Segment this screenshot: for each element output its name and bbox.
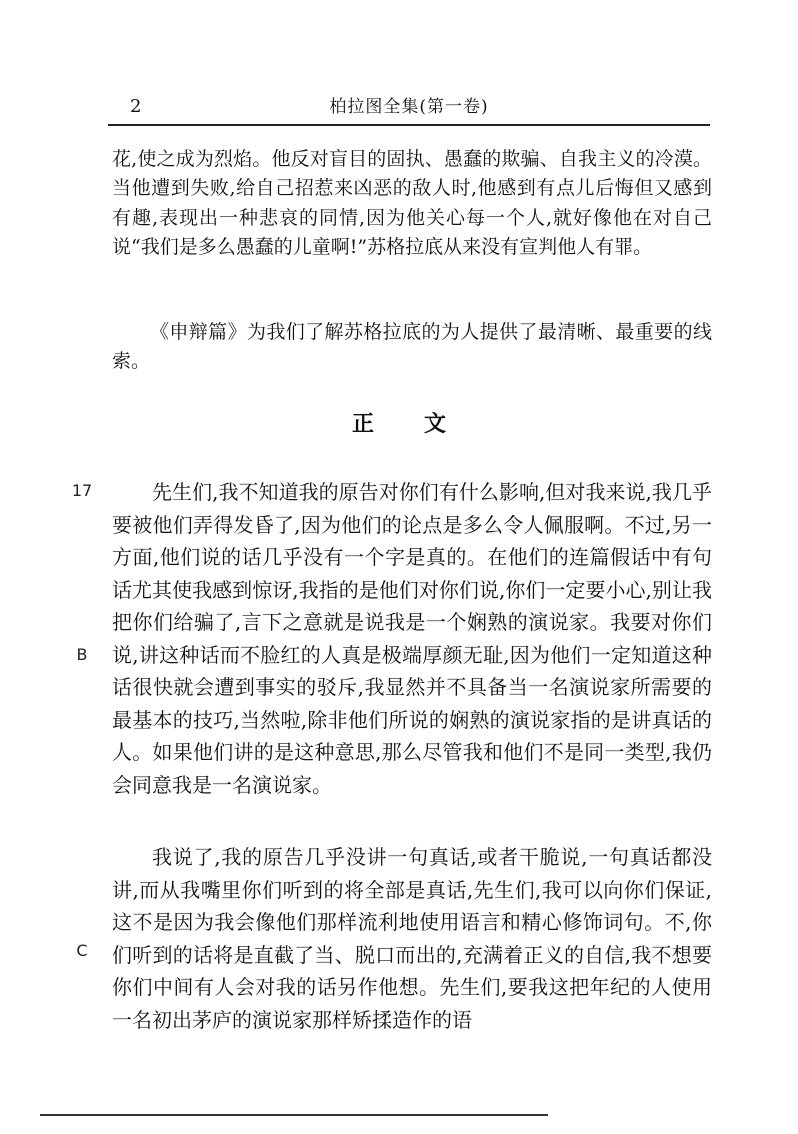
page-header xyxy=(108,94,710,120)
body-paragraph-1: 先生们,我不知道我的原告对你们有什么影响,但对我来说,我几乎要被他们弄得发昏了,因为他们的论点是多么令人佩服啊。不过,另一方面,他们说的话几乎没有一个字是真的。在他们的连篇假话中有句话尤其使我感到惊讶,我指的是他们对你们说,你们一定要小心,别让我把你们给骗了,言下之意就是说我是一个娴熟的演说家。我要对你们说,讲这种话而不脸红的人真是极端厚颜无耻,因为他们一定知道这种话很快就会遭到事实的驳斥,我显然并不具备当一名演说家所需要的最基本的技巧,当然啦,除非他们所说的娴熟的演说家指的是讲真话的人。如果他们讲的是这种意思,那么尽管我和他们不是同一类型,我仍会同意我是一名演说家。 xyxy=(112,480,712,797)
margin-ref-c: C xyxy=(76,941,88,960)
margin-ref-b: B xyxy=(76,645,88,664)
intro-paragraph-2: 《申辩篇》为我们了解苏格拉底的为人提供了最清晰、最重要的线索。 xyxy=(112,321,712,373)
body-paragraph-2: 我说了,我的原告几乎没讲一句真话,或者干脆说,一句真话都没讲,而从我嘴里你们听到的将全部是真话,先生们,我可以向你们保证,这不是因为我会像他们那样流利地使用语言和精心修饰词句。不,你们听到的话将是直截了当、脱口而出的,充满着正义的自信,我不想要你们中间有人会对我的话另作他想。先生们,要我这把年纪的人使用一名初出茅庐的演说家那样矫揉造作的语 xyxy=(112,845,712,1032)
page-number: 2 xyxy=(130,96,142,117)
header-rule xyxy=(108,124,710,126)
section-heading-char-1: 正 xyxy=(351,411,374,437)
running-title: 柏拉图全集(第一卷) xyxy=(329,97,489,117)
intro-paragraph-1: 花,使之成为烈焰。他反对盲目的固执、愚蠢的欺骗、自我主义的冷漠。当他遭到失败,给自己招惹来凶恶的敌人时,他感到有点儿后悔但又感到有趣,表现出一种悲哀的同情,因为他关心每一个人,就好像他在对自己说“我们是多么愚蠢的儿童啊!”苏格拉底从来没有宣判他人有罪。 xyxy=(112,148,712,258)
footer-rule xyxy=(40,1114,548,1116)
margin-ref-17: 17 xyxy=(71,481,93,500)
section-heading xyxy=(0,408,798,440)
section-heading-char-2: 文 xyxy=(424,411,447,437)
